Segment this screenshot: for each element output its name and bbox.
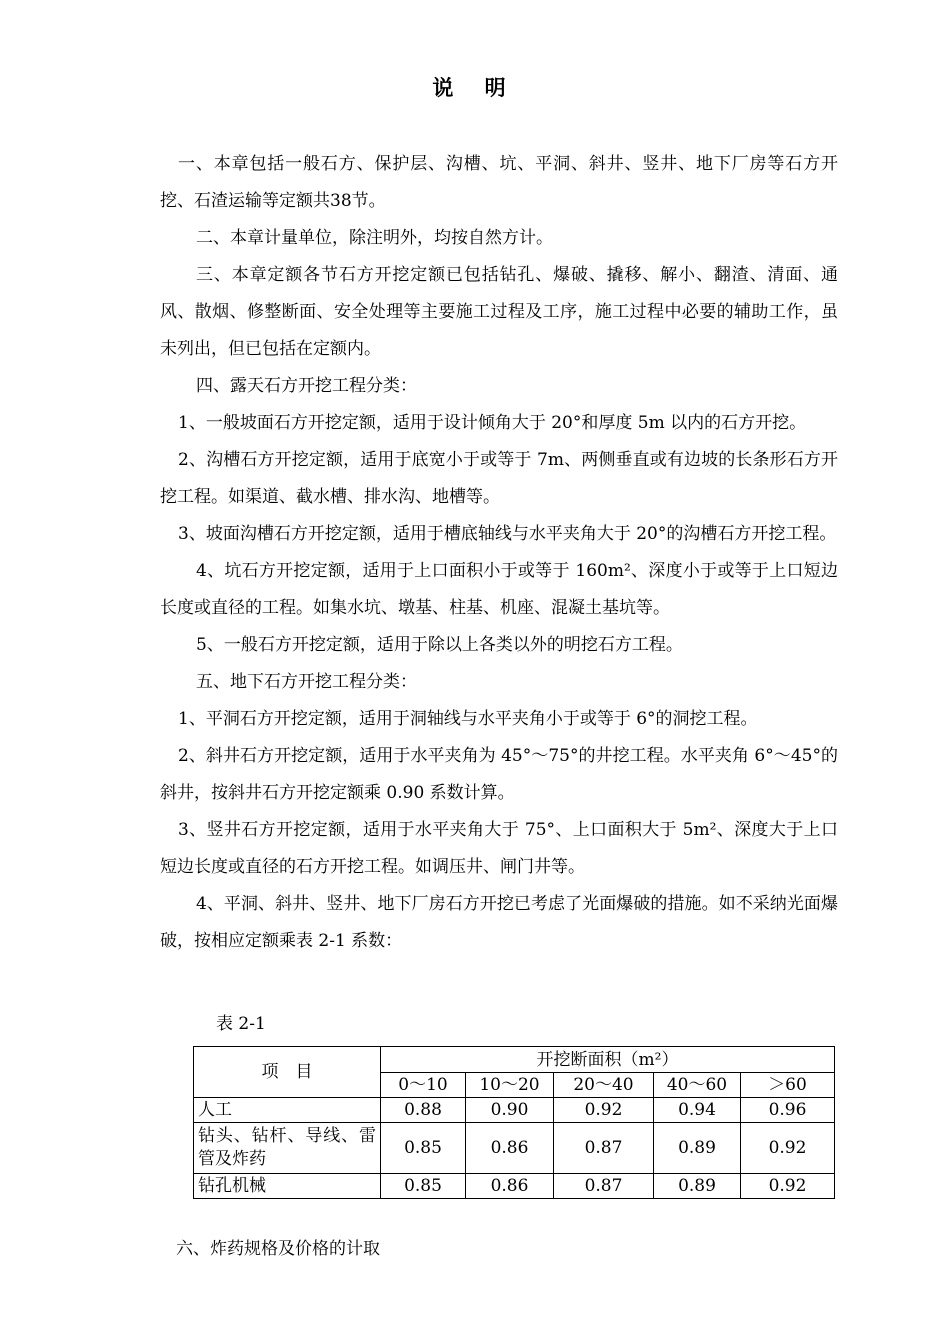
paragraph: 三、本章定额各节石方开挖定额已包括钻孔、爆破、撬移、解小、翻渣、清面、通风、散烟、修整断面、安全处理等主要施工过程及工序，施工过程中必要的辅助工作，虽未列出，但已包括在定额内。 bbox=[160, 265, 838, 359]
table-row bbox=[194, 1098, 835, 1123]
table-cell: 0.87 bbox=[554, 1123, 654, 1174]
table-cell: 0.92 bbox=[741, 1174, 835, 1199]
section-heading: 六、炸药规格及价格的计取 bbox=[176, 1239, 380, 1259]
table-cell: 0.85 bbox=[381, 1123, 466, 1174]
page-title: 说 明 bbox=[432, 76, 518, 100]
column-header: 10～20 bbox=[466, 1073, 554, 1098]
column-header: 0～10 bbox=[381, 1073, 466, 1098]
paragraph: 五、地下石方开挖工程分类： bbox=[196, 672, 417, 692]
table-cell: 0.94 bbox=[654, 1098, 741, 1123]
paragraph: 四、露天石方开挖工程分类： bbox=[196, 376, 417, 396]
row-label: 钻孔机械 bbox=[194, 1174, 381, 1199]
table-cell: 0.92 bbox=[741, 1123, 835, 1174]
paragraph: 一、本章包括一般石方、保护层、沟槽、坑、平洞、斜井、竖井、地下厂房等石方开挖、石渣运输等定额共38节。 bbox=[160, 154, 838, 211]
table-cell: 0.89 bbox=[654, 1174, 741, 1199]
paragraph: 1、一般坡面石方开挖定额，适用于设计倾角大于 20°和厚度 5m 以内的石方开挖。 bbox=[178, 413, 807, 433]
row-label: 人工 bbox=[194, 1098, 381, 1123]
paragraph: 3、坡面沟槽石方开挖定额，适用于槽底轴线与水平夹角大于 20°的沟槽石方开挖工程。 bbox=[178, 524, 837, 544]
table-caption: 表 2-1 bbox=[216, 1014, 266, 1034]
table-cell: 0.87 bbox=[554, 1174, 654, 1199]
table-row bbox=[194, 1123, 835, 1174]
paragraph: 3、竖井石方开挖定额，适用于水平夹角大于 75°、上口面积大于 5m²、深度大于上口短边长度或直径的石方开挖工程。如调压井、闸门井等。 bbox=[160, 820, 838, 877]
column-header: 20～40 bbox=[554, 1073, 654, 1098]
body-text bbox=[160, 146, 838, 960]
paragraph: 1、平洞石方开挖定额，适用于洞轴线与水平夹角小于或等于 6°的洞挖工程。 bbox=[178, 709, 758, 729]
coefficient-table bbox=[193, 1046, 835, 1199]
table-cell: 0.88 bbox=[381, 1098, 466, 1123]
paragraph: 2、沟槽石方开挖定额，适用于底宽小于或等于 7m、两侧垂直或有边坡的长条形石方开挖工程。如渠道、截水槽、排水沟、地槽等。 bbox=[160, 450, 838, 507]
item-header: 项 目 bbox=[194, 1047, 381, 1098]
paragraph: 4、坑石方开挖定额，适用于上口面积小于或等于 160m²、深度小于或等于上口短边长度或直径的工程。如集水坑、墩基、柱基、机座、混凝土基坑等。 bbox=[160, 561, 838, 618]
paragraph: 2、斜井石方开挖定额，适用于水平夹角为 45°～75°的井挖工程。水平夹角 6°～45°的斜井，按斜井石方开挖定额乘 0.90 系数计算。 bbox=[160, 746, 838, 803]
paragraph: 4、平洞、斜井、竖井、地下厂房石方开挖已考虑了光面爆破的措施。如不采纳光面爆破，按相应定额乘表 2-1 系数： bbox=[160, 894, 838, 951]
table-cell: 0.96 bbox=[741, 1098, 835, 1123]
table-cell: 0.86 bbox=[466, 1123, 554, 1174]
table-row bbox=[194, 1174, 835, 1199]
row-label: 钻头、钻杆、导线、雷管及炸药 bbox=[194, 1123, 381, 1174]
column-header: 40～60 bbox=[654, 1073, 741, 1098]
paragraph: 5、一般石方开挖定额，适用于除以上各类以外的明挖石方工程。 bbox=[196, 635, 683, 655]
table-cell: 0.89 bbox=[654, 1123, 741, 1174]
table-cell: 0.86 bbox=[466, 1174, 554, 1199]
table-cell: 0.90 bbox=[466, 1098, 554, 1123]
group-header: 开挖断面积（m²） bbox=[381, 1047, 835, 1073]
column-header: ＞60 bbox=[741, 1073, 835, 1098]
paragraph: 二、本章计量单位，除注明外，均按自然方计。 bbox=[196, 228, 553, 248]
table-cell: 0.92 bbox=[554, 1098, 654, 1123]
table-cell: 0.85 bbox=[381, 1174, 466, 1199]
